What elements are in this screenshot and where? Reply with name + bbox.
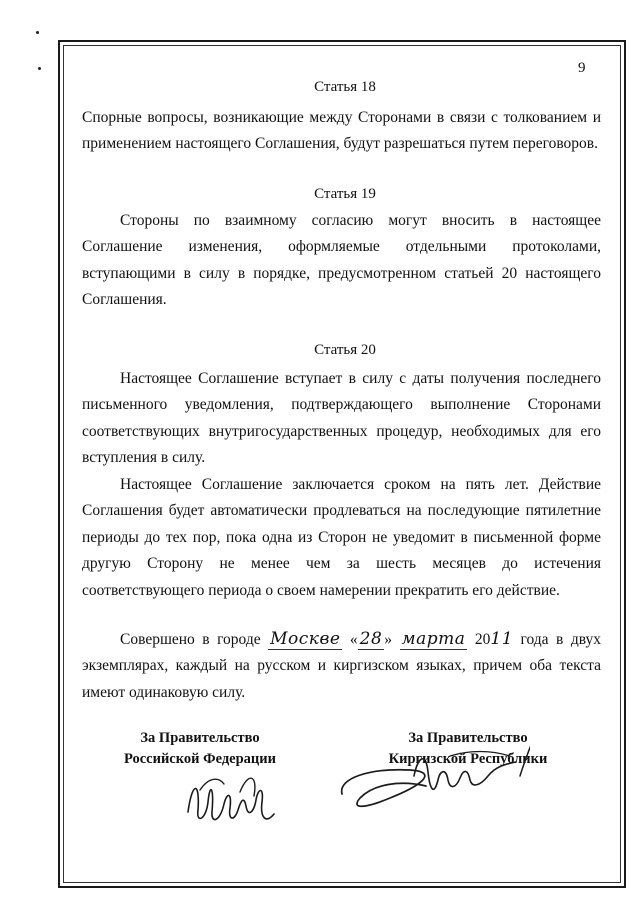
- page-number: 9: [578, 60, 586, 76]
- article-18-paragraph: Спорные вопросы, возникающие между Сторонами в связи с толкованием и применением настоящего Соглашения, будут разрешаться путем переговоров.: [82, 109, 601, 153]
- quote-open: «: [349, 631, 358, 648]
- closing-suffix: года в двух экземплярах, каждый на русском и киргизском языках, причем оба текста имеют одинаковую силу.: [82, 631, 601, 701]
- article-20-paragraph-1: Настоящее Соглашение вступает в силу с даты получения последнего письменного уведомления, подтверждающего выполнение Сторонами соответствующих внутригосударственных процедур, необходимых для его вступления в силу.: [82, 370, 601, 467]
- quote-close: »: [384, 631, 393, 648]
- article-20-title: Статья 20: [314, 342, 376, 358]
- signature-label-line1: За Правительство: [408, 730, 528, 746]
- signature-label-line2: Российской Федерации: [123, 751, 276, 767]
- signature-label-line2: Киргизской Республики: [388, 751, 548, 767]
- month-handwritten: марта: [401, 629, 466, 649]
- city-handwritten: Москве: [270, 629, 341, 649]
- signature-russia: [178, 762, 288, 842]
- signature-label-line1: За Правительство: [140, 730, 260, 746]
- margin-mark: [36, 31, 39, 34]
- article-20-paragraph-2: Настоящее Соглашение заключается сроком на пять лет. Действие Соглашения будет автоматически продлеваться на последующие пятилетние периоды до тех пор, пока одна из Сторон не уведомит в письменной форме другую Сторону не менее чем за шесть месяцев до истечения соответствующего периода о своем намерении прекратить его действие.: [82, 476, 601, 599]
- year-printed: 20: [474, 631, 491, 648]
- day-handwritten: 28: [359, 629, 383, 649]
- closing-paragraph: [82, 626, 601, 706]
- margin-mark: [38, 67, 41, 70]
- article-19-paragraph: Стороны по взаимному согласию могут вносить в настоящее Соглашение изменения, оформляемые отдельными протоколами, вступающими в силу в порядке, предусмотренном статьей 20 настоящего Соглашения.: [82, 212, 601, 309]
- article-19-title: Статья 19: [314, 186, 376, 202]
- signature-kyrgyzstan: [330, 716, 530, 826]
- article-18-title: Статья 18: [314, 79, 376, 95]
- year-handwritten: 11: [490, 629, 514, 649]
- closing-prefix: Совершено в городе: [120, 631, 261, 648]
